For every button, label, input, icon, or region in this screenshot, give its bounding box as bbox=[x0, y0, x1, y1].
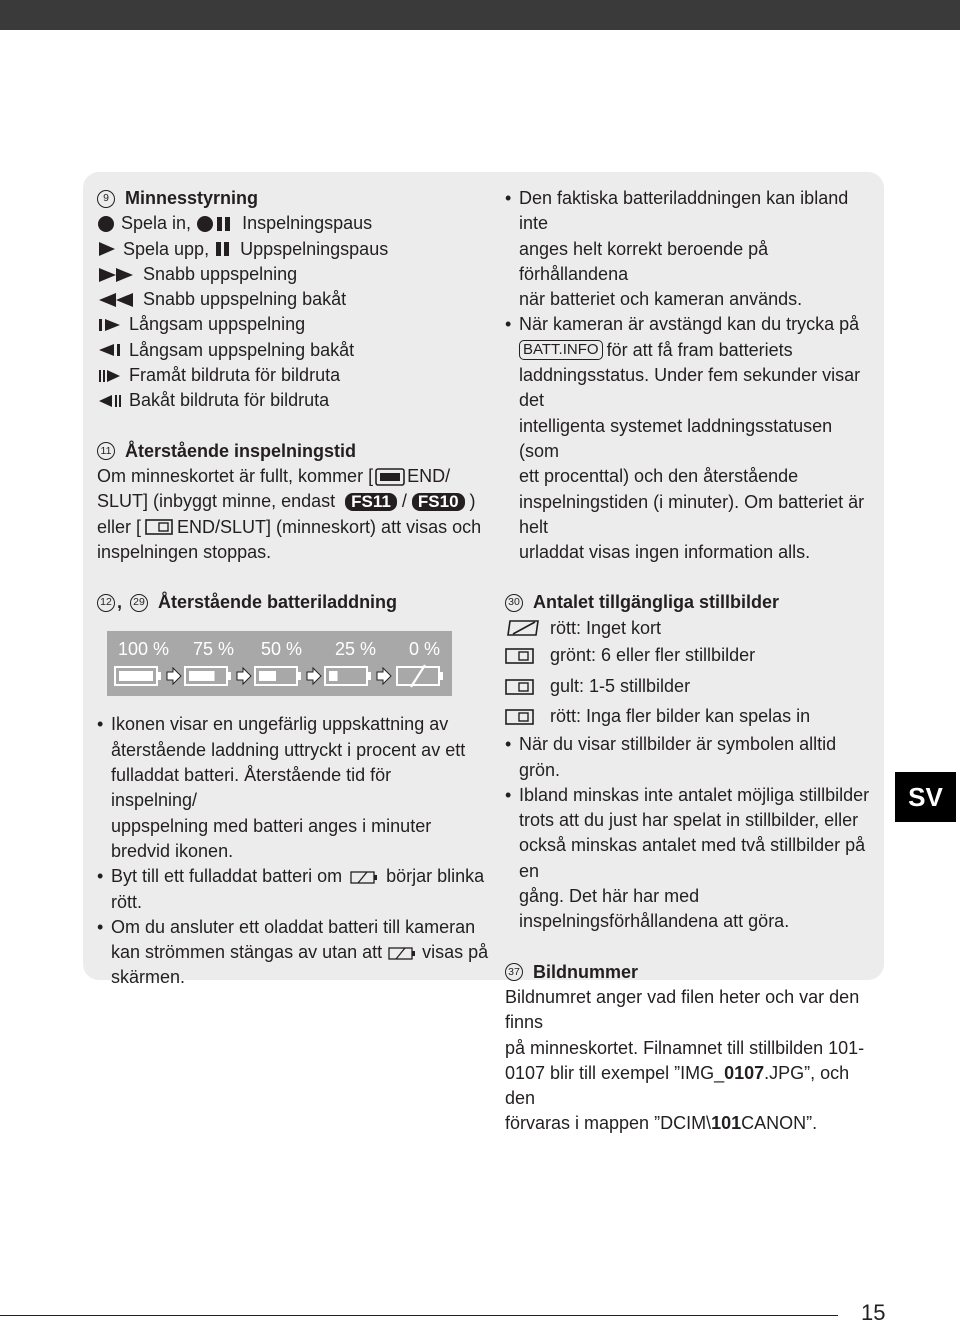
card-status-label: rött: Inga fler bilder kan spelas in bbox=[550, 706, 811, 727]
language-tab: SV bbox=[895, 772, 956, 822]
list-item bbox=[505, 312, 875, 565]
section-title: Bildnummer bbox=[533, 961, 639, 982]
bold-text: 101 bbox=[711, 1113, 742, 1134]
text: börjar blinka bbox=[386, 866, 485, 887]
battery-levels-box bbox=[107, 631, 452, 696]
model-badge: FS10 bbox=[412, 493, 465, 511]
battery-fill bbox=[119, 671, 153, 681]
battery-terminal bbox=[227, 672, 231, 680]
battery-info-notes bbox=[505, 186, 875, 565]
empty-battery-icon bbox=[350, 869, 378, 885]
text-line: återstående laddning uttryckt i procent av ett bbox=[111, 739, 466, 760]
text-line: när batteriet och kameran används. bbox=[519, 289, 803, 310]
no-card-icon bbox=[505, 619, 550, 637]
circled-number: 37 bbox=[505, 963, 523, 981]
control-label: Uppspelningspaus bbox=[240, 238, 389, 259]
text-line: också minskas antalet med två stillbilder på en bbox=[519, 835, 866, 881]
text-line: fulladdat batteri. Återstående tid för inspelning/ bbox=[111, 765, 392, 811]
battery-level-label: 25 % bbox=[335, 639, 377, 660]
section-37-heading bbox=[505, 960, 875, 985]
page-number: 15 bbox=[861, 1300, 886, 1325]
list-item bbox=[505, 186, 875, 312]
text-line: trots att du just har spelat in stillbilder, eller bbox=[519, 810, 859, 831]
left-column bbox=[97, 186, 489, 991]
card-icon bbox=[145, 518, 173, 536]
model-badge: FS11 bbox=[345, 493, 397, 511]
card-status-row bbox=[505, 702, 875, 733]
text-line: inspelningen stoppas. bbox=[97, 541, 272, 562]
batt-info-key: BATT.INFO bbox=[519, 340, 603, 360]
record-pause-icon bbox=[196, 215, 236, 233]
section-30-heading bbox=[505, 590, 875, 615]
right-column bbox=[505, 186, 875, 1137]
text: ) bbox=[469, 491, 476, 512]
list-item bbox=[97, 712, 477, 864]
text: .JPG”, och den bbox=[505, 1062, 850, 1109]
text-line: på minneskortet. Filnamnet till stillbilden 101- bbox=[505, 1037, 865, 1058]
control-label: Långsam uppspelning bbox=[129, 314, 306, 335]
text: kan strömmen stängas av utan att bbox=[111, 942, 383, 963]
control-label: Långsam uppspelning bakåt bbox=[129, 339, 355, 360]
top-bar bbox=[0, 0, 960, 30]
text: END/SLUT] (minneskort) att visas och bbox=[177, 516, 482, 537]
text-line: uppspelning med batteri anges i minuter bbox=[111, 815, 432, 836]
text-line bbox=[111, 940, 489, 965]
control-row bbox=[97, 388, 477, 413]
fast-forward-icon bbox=[97, 266, 137, 284]
arrow-right-icon bbox=[307, 668, 321, 684]
list-item bbox=[97, 915, 489, 991]
card-status-row bbox=[505, 671, 875, 702]
text: förvaras i mappen ”DCIM\ bbox=[505, 1113, 712, 1134]
control-row bbox=[97, 363, 477, 388]
arrow-right-icon bbox=[237, 668, 251, 684]
play-icon bbox=[97, 240, 117, 258]
card-icon bbox=[505, 678, 550, 696]
battery-fill bbox=[189, 671, 215, 681]
battery-notes bbox=[97, 712, 489, 990]
text-line: anges helt korrekt beroende på förhållandena bbox=[519, 238, 769, 284]
text-line: intelligenta systemet laddningsstatusen (som bbox=[519, 415, 833, 461]
text: SLUT] (inbyggt minne, endast bbox=[97, 491, 336, 512]
circled-number: 11 bbox=[97, 442, 115, 460]
frame-advance-icon bbox=[97, 367, 123, 385]
battery-level-label: 100 % bbox=[118, 639, 170, 660]
fast-reverse-icon bbox=[97, 291, 137, 309]
text-line: • Ibland minskas inte antalet möjliga stillbilder bbox=[519, 784, 870, 805]
text-line: bredvid ikonen. bbox=[111, 840, 234, 861]
text-line: • Om du ansluter ett oladdat batteri till kameran bbox=[111, 916, 476, 937]
section-11-heading bbox=[97, 439, 477, 464]
control-row bbox=[97, 211, 477, 236]
text-line: • Ikonen visar en ungefärlig uppskattning av bbox=[111, 714, 449, 735]
control-label: Bakåt bildruta för bildruta bbox=[129, 390, 330, 411]
text-line: • När du visar stillbilder är symbolen alltid grön. bbox=[519, 734, 837, 780]
battery-level-label: 0 % bbox=[409, 639, 441, 660]
text: 0107 blir till exempel ”IMG_ bbox=[505, 1062, 725, 1083]
text-line bbox=[97, 464, 477, 489]
control-row bbox=[97, 312, 477, 337]
section-12-heading bbox=[97, 590, 477, 615]
card-status-label: grönt: 6 eller fler stillbilder bbox=[550, 645, 756, 666]
text-line: ett procenttal) och den återstående bbox=[519, 466, 799, 487]
text: eller [ bbox=[97, 516, 142, 537]
section-title: Antalet tillgängliga stillbilder bbox=[533, 592, 780, 613]
slow-forward-icon bbox=[97, 316, 123, 334]
bold-text: 0107 bbox=[724, 1062, 765, 1083]
memory-icon bbox=[375, 467, 405, 487]
text-line: inspelningstiden (i minuter). Om batteriet är helt bbox=[519, 491, 865, 537]
text-line: gång. Det här har med bbox=[519, 886, 700, 907]
pause-icon bbox=[214, 240, 234, 258]
battery-icons bbox=[107, 663, 452, 691]
text-line: Bildnumret anger vad filen heter och var den finns bbox=[505, 986, 860, 1033]
footer-rule bbox=[0, 1315, 838, 1316]
control-label: Spela in, bbox=[121, 213, 192, 234]
list-item bbox=[505, 783, 875, 935]
text: / bbox=[401, 491, 407, 512]
battery-terminal bbox=[157, 672, 161, 680]
battery-level-label: 75 % bbox=[193, 639, 235, 660]
text: visas på bbox=[422, 942, 489, 963]
battery-terminal bbox=[367, 672, 371, 680]
circled-number: 9 bbox=[97, 190, 115, 208]
circled-number: 30 bbox=[505, 594, 523, 612]
section-title: Minnesstyrning bbox=[125, 188, 259, 208]
card-status-label: gult: 1-5 stillbilder bbox=[550, 675, 691, 696]
text-line bbox=[505, 1111, 875, 1136]
text: END/ bbox=[407, 465, 451, 486]
battery-terminal bbox=[297, 672, 301, 680]
control-row bbox=[97, 237, 477, 262]
section-9-heading bbox=[97, 186, 477, 211]
control-label: Spela upp, bbox=[123, 238, 210, 259]
card-notes bbox=[505, 732, 875, 934]
text: CANON”. bbox=[741, 1113, 818, 1134]
slow-reverse-icon bbox=[97, 341, 123, 359]
card-status-row bbox=[505, 616, 875, 641]
control-label: Snabb uppspelning bbox=[143, 263, 298, 284]
text-line: skärmen. bbox=[111, 967, 186, 988]
text: för att få fram batteriets bbox=[606, 339, 793, 360]
frame-back-icon bbox=[97, 392, 123, 410]
text: , bbox=[117, 592, 123, 613]
text-line: rött. bbox=[111, 891, 143, 912]
circled-number: 12 bbox=[97, 594, 115, 612]
card-status-row bbox=[505, 641, 875, 672]
text: Om minneskortet är fullt, kommer [ bbox=[97, 465, 374, 486]
card-icon bbox=[505, 708, 550, 726]
list-item bbox=[97, 864, 485, 915]
control-row bbox=[97, 338, 477, 363]
control-label: Snabb uppspelning bakåt bbox=[143, 289, 347, 310]
section-title: Återstående batteriladdning bbox=[158, 592, 398, 613]
arrow-right-icon bbox=[377, 668, 391, 684]
text: • Byt till ett fulladdat batteri om bbox=[111, 866, 343, 887]
card-status-label: rött: Inget kort bbox=[550, 617, 662, 638]
battery-level-label: 50 % bbox=[261, 639, 303, 660]
list-item bbox=[505, 732, 875, 783]
control-label: Inspelningspaus bbox=[242, 213, 373, 234]
text-line bbox=[97, 515, 482, 540]
card-icon bbox=[505, 647, 550, 665]
text-line bbox=[505, 1061, 875, 1112]
control-row bbox=[97, 287, 477, 312]
section-title: Återstående inspelningstid bbox=[125, 440, 357, 461]
text-line: laddningsstatus. Under fem sekunder visar det bbox=[519, 365, 861, 411]
empty-battery-icon bbox=[388, 945, 416, 961]
control-row bbox=[97, 262, 477, 287]
circled-number: 29 bbox=[130, 594, 148, 612]
text-line bbox=[97, 489, 477, 514]
text-line: inspelningsförhållandena att göra. bbox=[519, 911, 790, 932]
battery-fill bbox=[259, 671, 276, 681]
control-label: Framåt bildruta för bildruta bbox=[129, 365, 341, 386]
battery-fill bbox=[329, 671, 338, 681]
arrow-right-icon bbox=[167, 668, 181, 684]
text-line bbox=[519, 338, 875, 363]
battery-empty-slash bbox=[411, 665, 425, 687]
record-icon bbox=[97, 215, 115, 233]
text-line: • När kameran är avstängd kan du trycka på bbox=[519, 314, 860, 335]
text-line: urladdat visas ingen information alls. bbox=[519, 542, 811, 563]
battery-terminal bbox=[439, 672, 443, 680]
text-line: • Den faktiska batteriladdningen kan ibland inte bbox=[519, 188, 849, 234]
text-line bbox=[111, 864, 485, 889]
